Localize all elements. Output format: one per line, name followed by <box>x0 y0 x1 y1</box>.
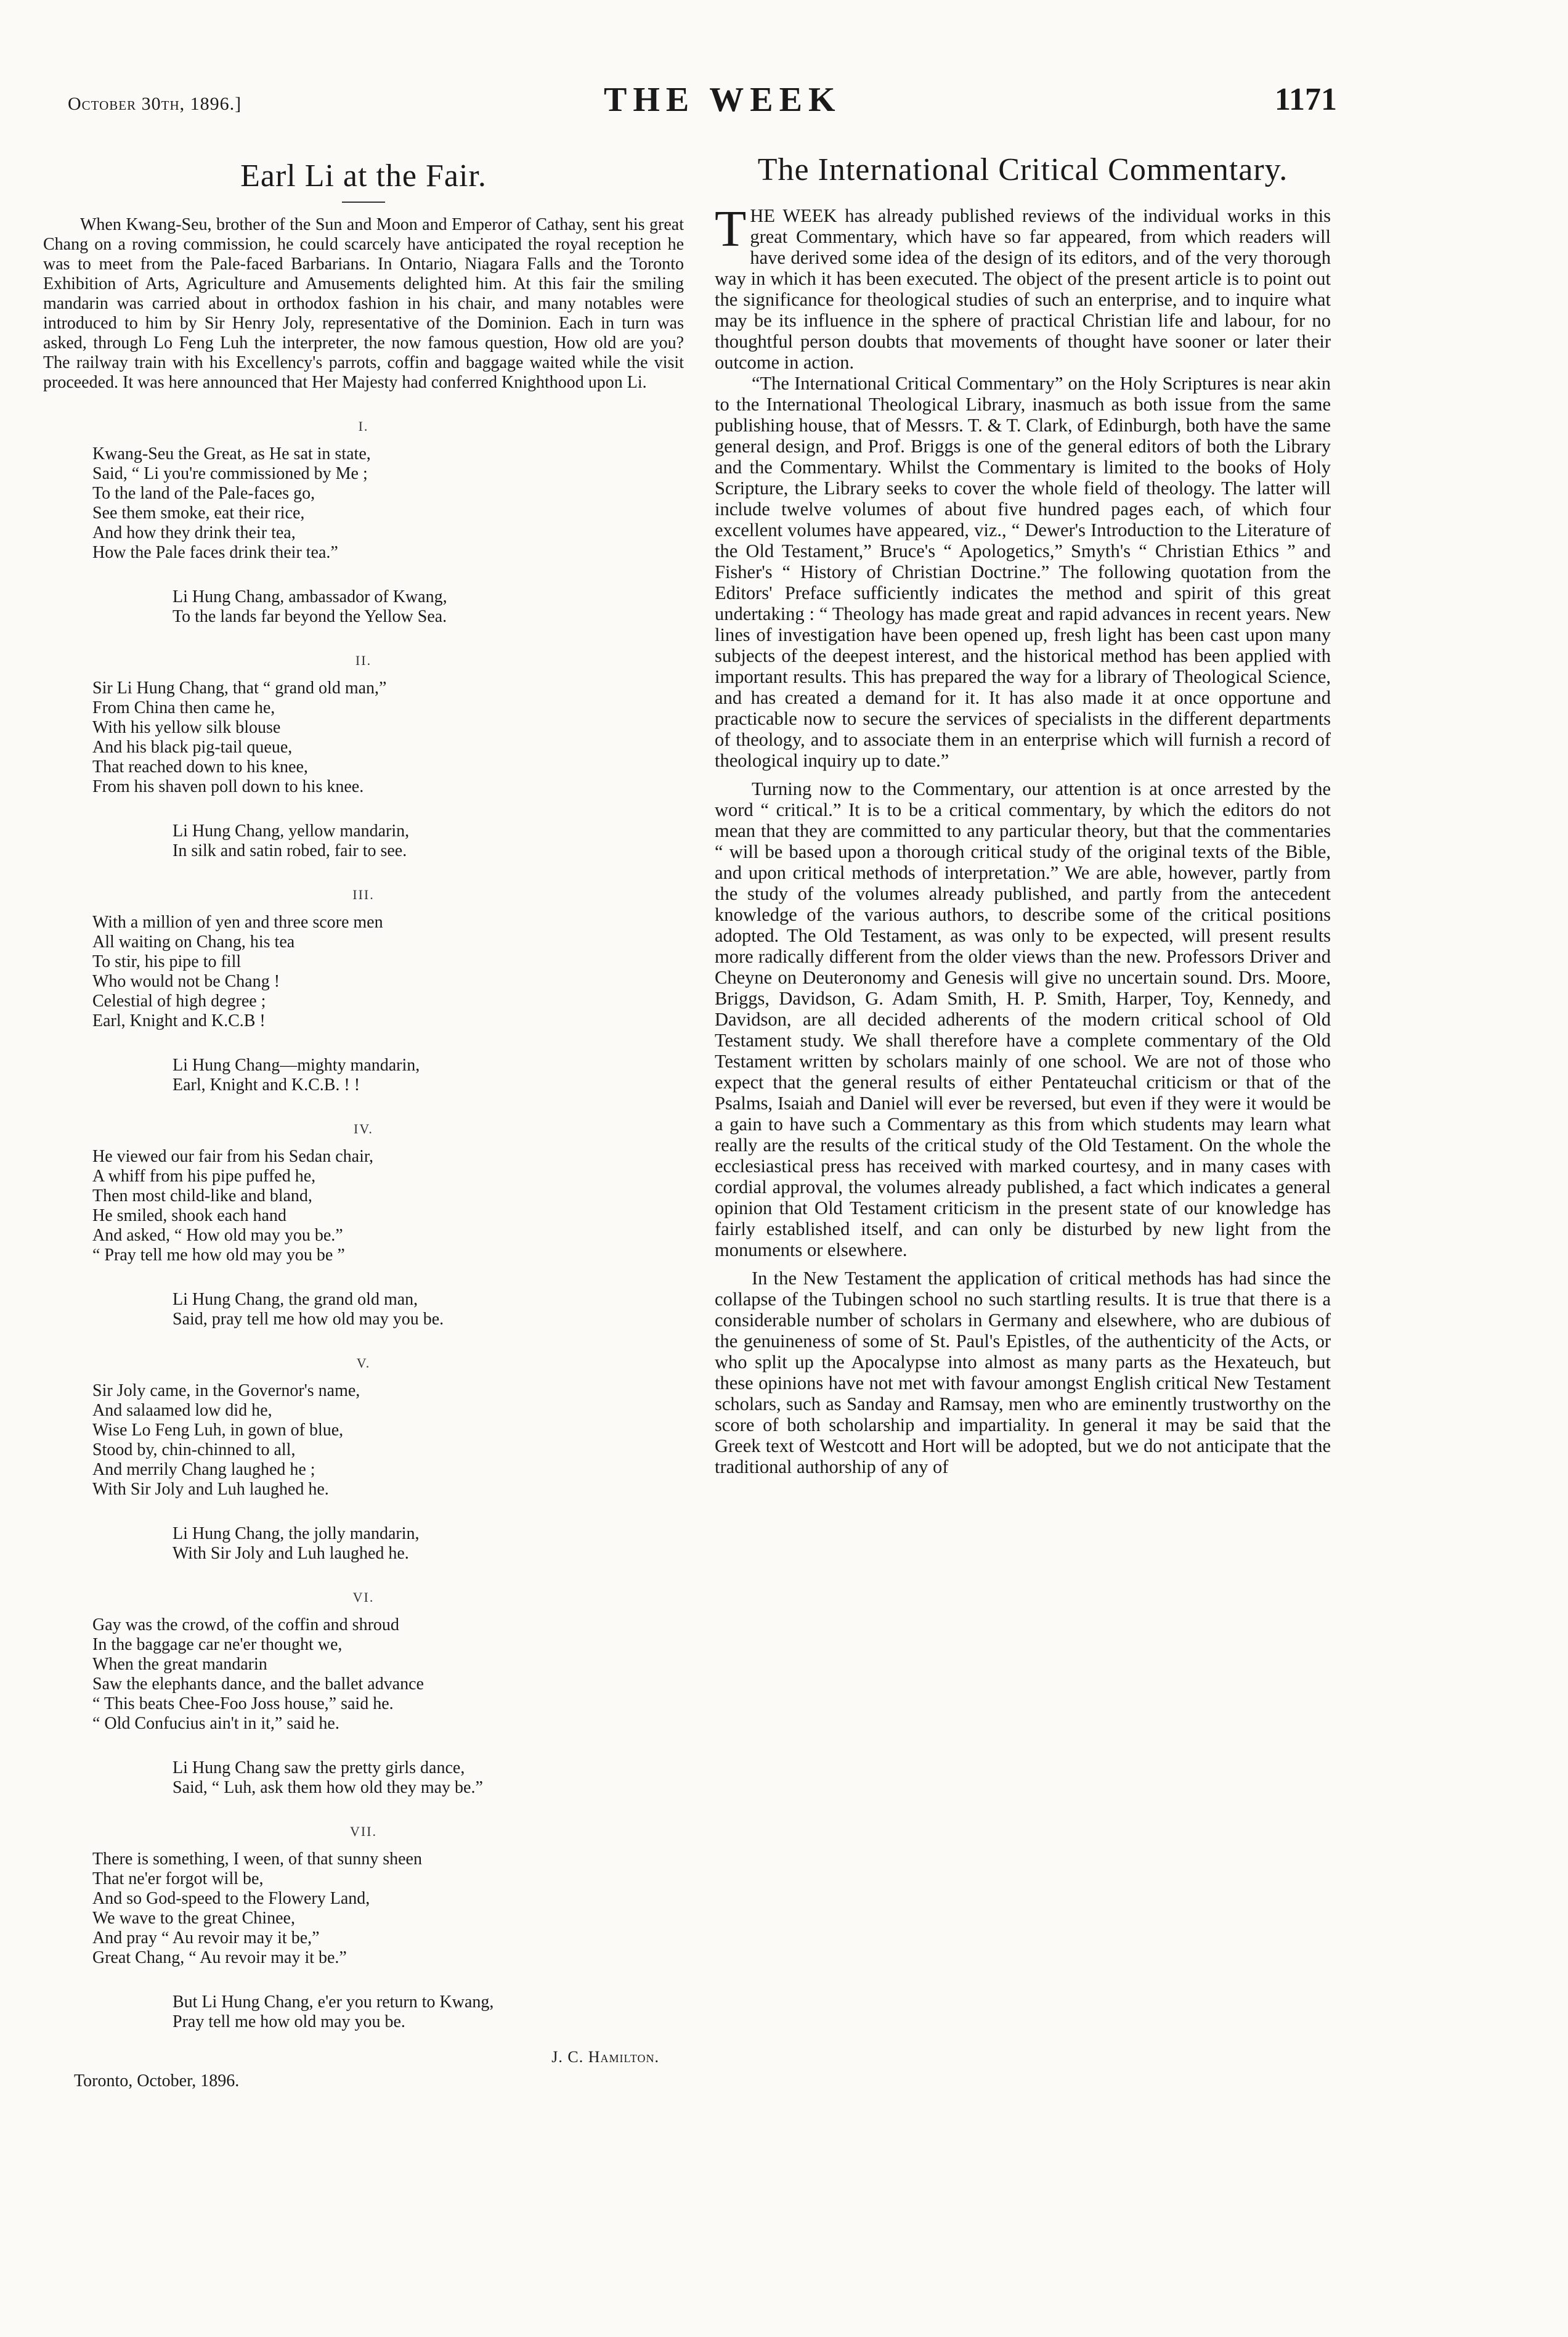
verse-line: Saw the elephants dance, and the ballet advance <box>92 1674 424 1694</box>
verse-line: Earl, Knight and K.C.B ! <box>92 1011 266 1031</box>
poem-stanza <box>43 1121 684 1329</box>
verse-line: And asked, “ How old may you be.” <box>92 1226 343 1246</box>
refrain <box>43 1524 684 1564</box>
poem-intro: When Kwang-Seu, brother of the Sun and Moon and Emperor of Cathay, sent his great Chang on a roving commission, he could scarcely have anticipated the royal reception he was to meet from the Pale-faced Barbarians. In Ontario, Niagara Falls and the Toronto Exhibition of Arts, Agriculture and Amusements delighted him. At this fair the smiling mandarin was carried about in orthodox fashion in his chair, and many notables were introduced to him by Sir Henry Joly, representative of the Dominion. Each in turn was asked, through Lo Feng Luh the interpreter, the now famous question, How old are you? The railway train with his Excellency's parrots, coffin and baggage waited while the visit proceeded. It was here announced that Her Majesty had conferred Knighthood upon Li. <box>43 215 684 393</box>
stanza-number: VII. <box>349 1824 378 1840</box>
article-paragraph: Turning now to the Commentary, our attention is at once arrested by the word “ critical.” It is to be a critical commentary, by which the editors do not mean that they are committed to any particular theory, but that the commentaries “ will be based upon a thorough critical study of the original texts of the Bible, and upon critical methods of interpretation.” We are able, however, partly from the study of the volumes already published, and partly from the antecedent knowledge of the various authors, to describe some of the critical positions adopted. The Old Testament, as was only to be expected, will present results more radically different from the older views than the new. Professors Driver and Cheyne on Deuteronomy and Genesis will give no uncertain sound. Drs. Moore, Briggs, Davidson, G. Adam Smith, H. P. Smith, Harper, Toy, Kennedy, and Davidson, are all decided adherents of the modern critical school of Old Testament study. We shall therefore have a complete commentary of the Old Testament written by scholars mainly of one school. We are not of those who expect that the general results of either Pentateuchal criticism or that of the Psalms, Isaiah and Daniel will ever be reversed, but even if they were it would be a gain to have such a Commentary as this from which students may learn what really are the results of the critical study of the Old Testament. On the whole the ecclesiastical press has received with marked courtesy, and in many cases with cordial approval, the volumes already published, a fact which indicates a general opinion that Old Testament criticism in the present state of our knowledge has fairly established itself, and can only be disturbed by new light from the monuments or elsewhere. <box>715 778 1331 1261</box>
refrain-line: With Sir Joly and Luh laughed he. <box>173 1544 409 1564</box>
refrain-line: Li Hung Chang, yellow mandarin, <box>173 822 410 841</box>
article-paragraph <box>715 200 1331 373</box>
article-title: The International Critical Commentary. <box>757 152 1288 187</box>
verse-line: “ This beats Chee-Foo Joss house,” said he. <box>92 1694 394 1714</box>
refrain-line: Pray tell me how old may you be. <box>173 2012 405 2032</box>
verse-line: He viewed our fair from his Sedan chair, <box>92 1147 374 1167</box>
signature-block <box>43 2048 684 2091</box>
verse-line: With Sir Joly and Luh laughed he. <box>92 1480 329 1499</box>
refrain <box>43 822 684 861</box>
verse-line: And salaamed low did he, <box>92 1401 272 1421</box>
poem-stanza <box>43 1589 684 1798</box>
verse-line: In the baggage car ne'er thought we, <box>92 1635 343 1655</box>
verse-line: There is something, I ween, of that sunny sheen <box>92 1850 422 1869</box>
refrain-line: Li Hung Chang, the grand old man, <box>173 1290 418 1310</box>
stanza-number: I. <box>358 418 369 434</box>
verse-line: A whiff from his pipe puffed he, <box>92 1167 316 1186</box>
verse-line: Celestial of high degree ; <box>92 992 266 1011</box>
verse-line: All waiting on Chang, his tea <box>92 932 295 952</box>
drop-cap: T <box>715 200 747 258</box>
refrain-line: But Li Hung Chang, e'er you return to Kwang, <box>173 1992 494 2012</box>
dateline: Toronto, October, 1896. <box>74 2071 240 2091</box>
verse-line: That ne'er forgot will be, <box>92 1869 264 1889</box>
verse-line: With his yellow silk blouse <box>92 718 281 738</box>
stanza-number: V. <box>356 1355 371 1371</box>
verse-line: “ Old Confucius ain't in it,” said he. <box>92 1714 339 1734</box>
verse-line: How the Pale faces drink their tea.” <box>92 543 338 563</box>
verse-line: To the land of the Pale-faces go, <box>92 484 315 504</box>
verse-line: From China then came he, <box>92 698 275 718</box>
verse-line: From his shaven poll down to his knee. <box>92 777 364 797</box>
stanza-number: VI. <box>352 1589 375 1605</box>
stanza-number: III. <box>352 887 375 903</box>
author-signature: J. C. Hamilton. <box>551 2048 659 2066</box>
verse-line: Sir Li Hung Chang, that “ grand old man,” <box>92 679 387 698</box>
verse-line: And merrily Chang laughed he ; <box>92 1460 315 1480</box>
refrain <box>43 587 684 627</box>
header-title: THE WEEK <box>604 81 842 119</box>
verse-line: With a million of yen and three score men <box>92 913 383 932</box>
verse-line: “ Pray tell me how old may you be ” <box>92 1246 345 1265</box>
refrain-line: To the lands far beyond the Yellow Sea. <box>173 607 447 627</box>
verse-line: And so God-speed to the Flowery Land, <box>92 1889 370 1909</box>
verse-line: Stood by, chin-chinned to all, <box>92 1440 296 1460</box>
verse-line: He smiled, shook each hand <box>92 1206 286 1226</box>
verse-line: Wise Lo Feng Luh, in gown of blue, <box>92 1421 344 1440</box>
poem-column <box>43 157 684 2091</box>
poem-stanza <box>43 1355 684 1564</box>
first-paragraph-text: HE WEEK has already published reviews of the individual works in this great Commentary, which have so far appeared, from which readers will have derived some idea of the design of its editors, and of the very thorough way in which it has been executed. The object of the present article is to point out the significance for theological studies of such an enterprise, and to inquire what may be its influence in the sphere of practical Christian life and labour, for no thoughtful person doubts that movements of thought have sooner or later their outcome in action. <box>715 205 1331 373</box>
refrain-line: Earl, Knight and K.C.B. ! ! <box>173 1075 360 1095</box>
article-paragraph: “The International Critical Commentary” on the Holy Scriptures is near akin to the International Theological Library, inasmuch as both issue from the same publishing house, that of Messrs. T. & T. Clark, of Edinburgh, both have the same general design, and Prof. Briggs is one of the general editors of both the Library and the Commentary. Whilst the Commentary is limited to the books of Holy Scripture, the Library seeks to cover the whole field of theology. The latter will include twelve volumes of about five hundred pages each, of which four excellent volumes have appeared, viz., “ Dewer's Introduction to the Literature of the Old Testament,” Bruce's “ Apologetics,” Smyth's “ Christian Ethics ” and Fisher's “ History of Christian Doctrine.” The following quotation from the Editors' Preface sufficiently indicates the method and spirit of this great undertaking : “ Theology has made great and rapid advances in recent years. New lines of investigation have been opened up, fresh light has been cast upon many subjects of the deepest interest, and the historical method has been applied with important results. This has prepared the way for a library of Theological Science, and has created a demand for it. It has also made it at once opportune and practicable now to secure the services of specialists in the different departments of theology, and to associate them in an enterprise which will furnish a record of theological inquiry up to date.” <box>715 373 1331 772</box>
verse-line: To stir, his pipe to fill <box>92 952 242 972</box>
poem-stanza <box>43 887 684 1095</box>
verse-line: Sir Joly came, in the Governor's name, <box>92 1381 360 1401</box>
verse-line: And how they drink their tea, <box>92 523 296 543</box>
title-rule <box>342 202 385 203</box>
refrain <box>43 1758 684 1798</box>
page-number: 1171 <box>1274 82 1337 117</box>
refrain-line: Said, pray tell me how old may you be. <box>173 1310 444 1329</box>
article-paragraph: In the New Testament the application of critical methods has had since the collapse of the Tubingen school no such startling results. It is true that there is a considerable number of scholars in Germany and elsewhere, who are dubious of the genuineness of some of St. Paul's Epistles, of the authenticity of the Acts, or who split up the Apocalypse into almost as many parts as the Hexateuch, but these opinions have not met with favour amongst English critical New Testament scholars, such as Sanday and Ramsay, men who are eminently trustworthy on the score of both scholarship and impartiality. In general it may be said that the Greek text of Westcott and Hort will be adopted, but we do not anticipate that the traditional authorship of any of <box>715 1268 1331 1478</box>
refrain-line: Li Hung Chang, ambassador of Kwang, <box>173 587 447 607</box>
poem-stanza <box>43 1824 684 2032</box>
verse-line: And pray “ Au revoir may it be,” <box>92 1928 320 1948</box>
verse-line: That reached down to his knee, <box>92 757 308 777</box>
verse-line: Great Chang, “ Au revoir may it be.” <box>92 1948 347 1968</box>
verse-line: We wave to the great Chinee, <box>92 1909 295 1928</box>
refrain-line: Li Hung Chang—mighty mandarin, <box>173 1056 420 1075</box>
verse-line: See them smoke, eat their rice, <box>92 504 305 523</box>
running-header <box>68 80 1337 123</box>
refrain <box>43 1290 684 1329</box>
refrain-line: In silk and satin robed, fair to see. <box>173 841 407 861</box>
stanza-number: II. <box>355 653 372 669</box>
verse-line: Then most child-like and bland, <box>92 1186 312 1206</box>
article-column <box>715 151 1331 1477</box>
verse-line: And his black pig-tail queue, <box>92 738 293 757</box>
refrain-line: Li Hung Chang saw the pretty girls dance, <box>173 1758 465 1778</box>
poem-stanza <box>43 418 684 627</box>
stanza-number: IV. <box>354 1121 373 1137</box>
poem-stanza <box>43 653 684 861</box>
verse-line: Gay was the crowd, of the coffin and shroud <box>92 1615 399 1635</box>
refrain-line: Said, “ Luh, ask them how old they may be.” <box>173 1778 483 1798</box>
refrain <box>43 1992 684 2032</box>
refrain <box>43 1056 684 1095</box>
verse-line: Kwang-Seu the Great, as He sat in state, <box>92 444 371 464</box>
poem-title: Earl Li at the Fair. <box>240 158 487 194</box>
refrain-line: Li Hung Chang, the jolly mandarin, <box>173 1524 420 1544</box>
verse-line: When the great mandarin <box>92 1655 267 1674</box>
verse-line: Said, “ Li you're commissioned by Me ; <box>92 464 368 484</box>
header-date: October 30th, 1896.] <box>68 94 242 114</box>
article-body <box>715 373 1331 1477</box>
poem-stanzas <box>43 418 684 2032</box>
verse-line: Who would not be Chang ! <box>92 972 280 992</box>
